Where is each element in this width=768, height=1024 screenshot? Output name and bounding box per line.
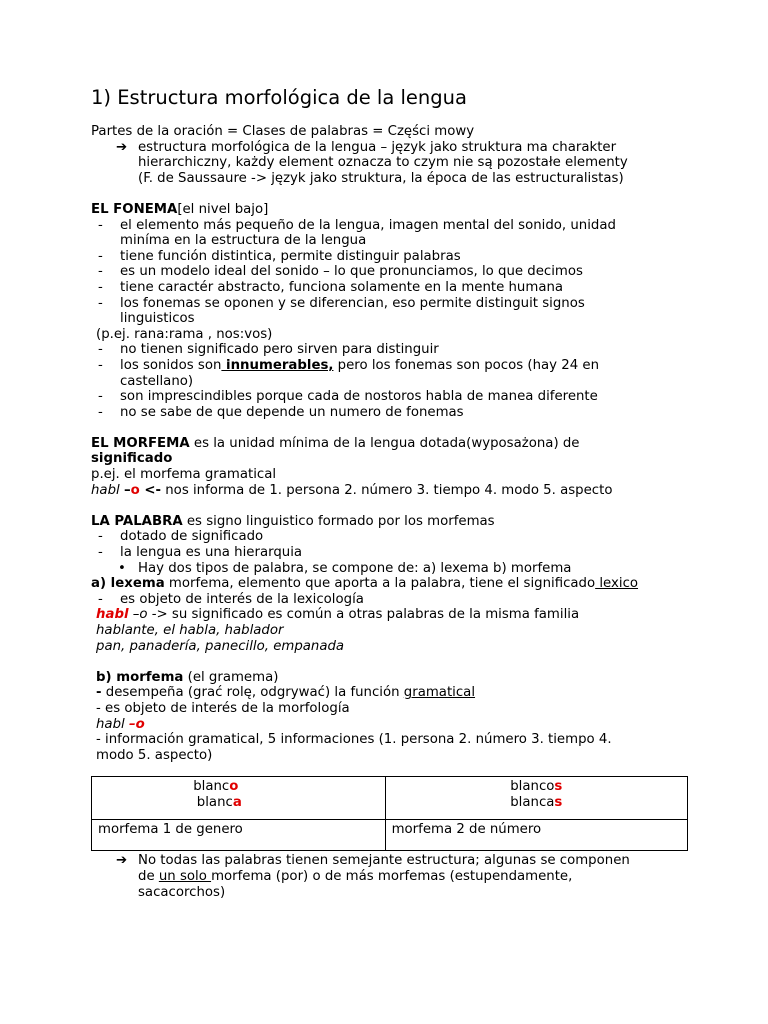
intro-arrow-item: ➔ estructura morfológica de la lengua – język jako struktura ma charakter hierarchiczny, każdy element oznacza to czym nie są pozostałe elementy (F. de Saussaure -> język jako struktura, la época de las estructuralistas) [116, 139, 628, 186]
intro-line: Partes de la oración = Clases de palabras = Części mowy [91, 124, 475, 139]
morfema-heading: EL MORFEMA es la unidad mínima de la lengua dotada(wyposażona) de [91, 435, 580, 451]
list-item: - no tienen significado pero sirven para distinguir [98, 342, 439, 358]
table-cell: morfema 2 de número [385, 820, 687, 851]
list-item: - los sonidos son innumerables, pero los fonemas son pocos (hay 24 en castellano) [98, 357, 600, 389]
fonema-heading: EL FONEMA[el nivel bajo] [91, 201, 269, 217]
morfema-example: p.ej. el morfema gramatical [91, 467, 277, 483]
list-item: - tiene caractér abstracto, funciona solamente en la mente humana [98, 279, 564, 295]
table-cell: blanco blanca [92, 777, 386, 820]
morfema-b-line-1: - desempeña (grać rolę, odgrywać) la función gramatical [96, 685, 476, 701]
morfema-b-line-2: - es objeto de interés de la morfología [96, 700, 350, 716]
list-item: - el elemento más pequeño de la lengua, imagen mental del sonido, unidad miníma en la estructura de la lengua [98, 217, 616, 249]
morfema-table [91, 776, 688, 851]
list-item: - tiene función distintica, permite distinguir palabras [98, 248, 461, 264]
list-item: - dotado de significado [98, 529, 264, 545]
palabra-heading: LA PALABRA es signo linguistico formado por los morfemas [91, 513, 495, 529]
list-item: - los fonemas se oponen y se diferencian, eso permite distinguit signos linguisticos [98, 295, 585, 327]
fonema-example: (p.ej. rana:rama , nos:vos) [96, 326, 273, 342]
list-item: - la lengua es una hierarquia [98, 545, 303, 561]
lexema-habl-line: habl –o -> su significado es común a otras palabras de la misma familia [96, 607, 580, 623]
table-row [92, 820, 688, 851]
page-title: 1) Estructura morfológica de la lengua [91, 86, 467, 109]
morfema-b-heading: b) morfema (el gramema) [96, 669, 279, 685]
morfema-significado: significado [91, 451, 173, 467]
table-cell: blancos blancas [385, 777, 687, 820]
lexema-family-2: pan, panadería, panecillo, empanada [96, 638, 345, 654]
arrow-right-icon: ➔ [116, 139, 128, 155]
morfema-b-habl: habl –o [96, 716, 145, 732]
list-item: - es un modelo ideal del sonido – lo que pronunciamos, lo que decimos [98, 264, 583, 280]
table-cell: morfema 1 de genero [92, 820, 386, 851]
document-page [91, 86, 691, 900]
lexema-family-1: hablante, el habla, hablador [96, 623, 284, 638]
list-item: - son imprescindibles porque cada de nostoros habla de manea diferente [98, 389, 598, 405]
table-row [92, 777, 688, 820]
morfema-b-line-4: - información gramatical, 5 informaciones (1. persona 2. número 3. tiempo 4. [96, 732, 612, 748]
list-item: • Hay dos tipos de palabra, se compone de: a) lexema b) morfema [118, 560, 572, 576]
final-arrow-item: ➔ No todas las palabras tienen semejante estructura; algunas se componen de un solo morfema (por) o de más morfemas (estupendamente, sacacorchos) [116, 853, 630, 900]
arrow-right-icon: ➔ [116, 853, 128, 869]
list-item: - es objeto de interés de la lexicología [98, 591, 364, 607]
lexema-line: a) lexema morfema, elemento que aporta a la palabra, tiene el significado lexico [91, 576, 639, 592]
morfema-habl-line: habl –o <- nos informa de 1. persona 2. número 3. tiempo 4. modo 5. aspecto [91, 482, 613, 498]
morfema-b-line-5: modo 5. aspecto) [96, 747, 213, 763]
list-item: - no se sabe de que depende un numero de fonemas [98, 404, 464, 420]
